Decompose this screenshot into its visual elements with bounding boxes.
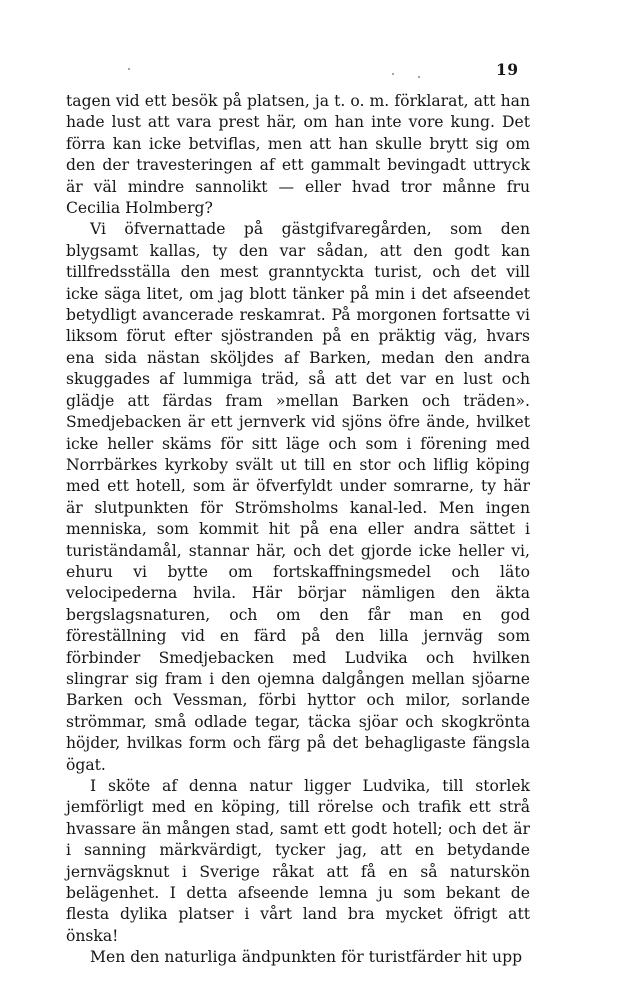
paper-speck	[392, 73, 394, 75]
paragraph: I sköte af denna natur ligger Ludvika, till storlek jemförligt med en köping, till rörelse och trafik ett strå hvassare än mången stad, samt ett godt hotell; och det är i sanning märkvärdigt, tycker jag, att en betydande jernvägsknut i Sverige råkat att få en så naturskön belägenhet. I detta afseende lemna ju som bekant de flesta dylika platser i vårt land bra mycket öfrigt att önska!	[66, 777, 530, 945]
paragraph-final: Men den naturliga ändpunkten för turistfärder hit upp	[90, 948, 523, 967]
page-number: 19	[496, 60, 519, 79]
paper-speck	[418, 76, 420, 78]
paper-speck	[128, 68, 130, 70]
paragraph: Vi öfvernattade på gästgifvaregården, som den blygsamt kallas, ty den var sådan, att den godt kan tillfredsställa den mest granntyckta turist, och det vill icke säga litet, om jag blott tänker på min i det afseendet betydligt avancerade reskamrat. På morgonen fortsatte vi liksom förut efter sjöstranden på en präktig väg, hvars ena sida nästan sköljdes af Barken, medan den andra skuggades af lummiga träd, så att det var en lust och glädje att färdas fram »mellan Barken och träden». Smedjebacken är ett jernverk vid sjöns öfre ände, hvilket icke heller skäms för sitt läge och som i förening med Norrbärkes kyrkoby svält ut till en stor och liflig köping med ett hotell, som är öfverfyldt under somrarne, ty här är slutpunkten för Strömsholms kanal-led. Men ingen menniska, som kommit hit på ena eller andra sättet i turiständamål, stannar här, och det gjorde icke heller vi, ehuru vi bytte om fortskaffningsmedel och läto velocipederna hvila. Här börjar nämligen den äkta bergslagsnaturen, och om den får man en god föreställning vid en färd på den lilla jernväg som förbinder Smedjebacken med Ludvika och hvilken slingrar sig fram i den ojemna dalgången mellan sjöarne Barken och Vessman, förbi hyttor och milor, sorlande strömmar, små odlade tegar, täcka sjöar och skogkrönta höjder, hvilkas form och färg på det behagligaste fängsla ögat.	[66, 220, 530, 774]
body-text	[66, 91, 530, 969]
paragraph-continued: tagen vid ett besök på platsen, ja t. o. m. förklarat, att han hade lust att vara prest här, om han inte vore kung. Det förra kan icke betviflas, men att han skulle brytt sig om den der travesteringen af ett gammalt bevingadt uttryck är väl mindre sannolikt — eller hvad tror månne fru Cecilia Holmberg?	[66, 92, 530, 218]
